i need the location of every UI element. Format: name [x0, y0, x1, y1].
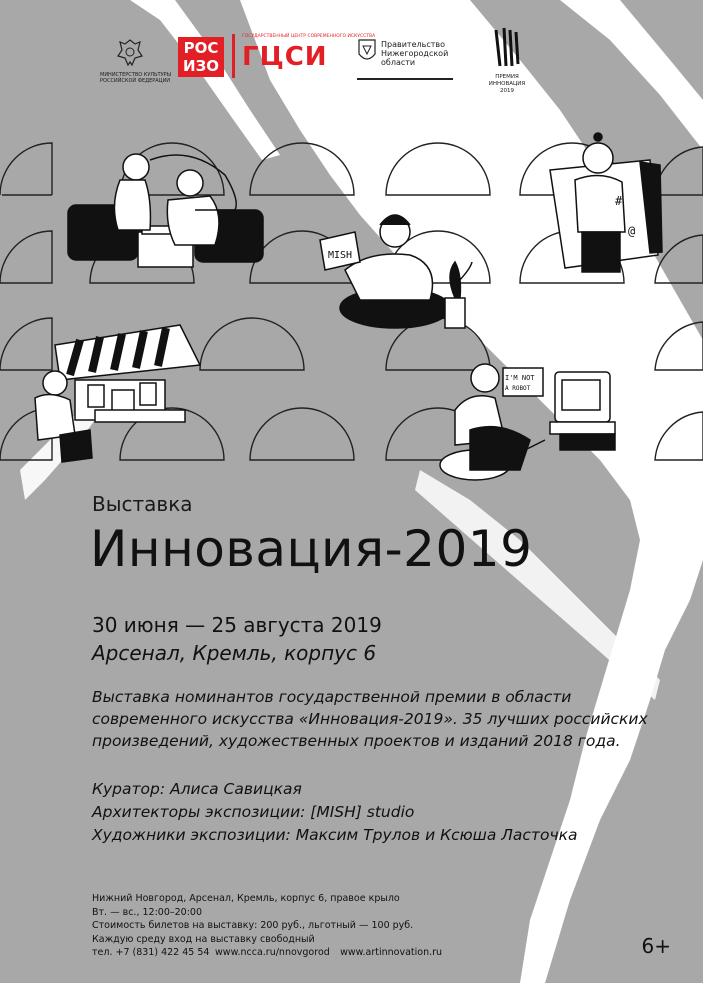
government-line1: Правительство [381, 40, 445, 49]
info-address: Нижний Новгород, Арсенал, Кремль, корпус 6, правое крыло [92, 893, 400, 904]
rosizo-logo [178, 37, 226, 79]
sign-mish-text: MISH [328, 250, 353, 261]
prize-line3: 2019 [500, 88, 514, 94]
prize-line2: ИННОВАЦИЯ [488, 81, 526, 87]
prize-line1: ПРЕМИЯ [495, 74, 519, 80]
exhibition-venue: Арсенал, Кремль, корпус 6 [92, 641, 377, 665]
prize-mark-icon [492, 26, 522, 70]
government-logo [357, 38, 457, 83]
prize-logo [482, 26, 532, 98]
rosizo-top: РОС [183, 39, 219, 57]
gcsi-logo [232, 32, 376, 84]
curator-credit: Куратор: Алиса Савицкая [92, 780, 302, 798]
government-line3: области [381, 58, 416, 67]
artists-credit: Художники экспозиции: Максим Трулов и Ксюша Ласточка [92, 826, 578, 844]
info-site-artinnovation[interactable]: www.artinnovation.ru [340, 947, 443, 959]
illustration-person-computer [440, 364, 615, 480]
sign-robot: A ROBOT [505, 385, 531, 392]
illustration-chess-players [68, 154, 263, 267]
page-title: Инновация-2019 [90, 520, 533, 578]
government-line2: Нижегородской [381, 49, 449, 58]
torn-paper-strip-lower [415, 470, 660, 700]
illustration-market-stall [35, 325, 200, 462]
info-tickets: Стоимость билетов на выставку: 200 руб., льготный — 100 руб. [92, 920, 414, 932]
ministry-line1: МИНИСТЕРСТВО КУЛЬТУРЫ [100, 72, 172, 78]
info-site-ncca[interactable]: www.ncca.ru/nnovgorod [215, 947, 330, 959]
info-phone: тел. +7 (831) 422 45 54 [92, 947, 210, 959]
coat-of-arms-icon [115, 38, 145, 68]
info-contacts [92, 946, 442, 960]
architects-credit: Архитекторы экспозиции: [MISH] studio [92, 803, 415, 821]
age-rating-badge: 6+ [641, 934, 671, 958]
svg-text:@: @ [628, 224, 636, 238]
rosizo-bottom: ИЗО [183, 57, 219, 75]
regional-emblem-icon [357, 38, 377, 64]
gcsi-small-text: ГОСУДАРСТВЕННЫЙ ЦЕНТР СОВРЕМЕННОГО ИСКУССТВА [242, 34, 376, 39]
info-hours: Вт. — вс., 12:00–20:00 [92, 906, 202, 918]
exhibition-dates: 30 июня — 25 августа 2019 [92, 613, 382, 637]
sign-im-not: I'M NOT [505, 374, 535, 382]
gcsi-name: ГЦСИ [242, 42, 328, 72]
info-free-day: Каждую среду вход на выставку свободный [92, 933, 315, 945]
torn-paper-strip-right [560, 0, 703, 150]
svg-text:#: # [615, 194, 623, 208]
ministry-logo [100, 38, 172, 88]
exhibition-label: Выставка [92, 492, 193, 516]
visitor-info [92, 892, 442, 960]
exhibition-description: Выставка номинантов государственной премии в области современного искусства «Инновация-2019». 35 лучших российских произведений, художественных проектов и изданий 2018 года. [92, 688, 648, 750]
ministry-line2: РОССИЙСКОЙ ФЕДЕРАЦИИ [100, 78, 171, 84]
